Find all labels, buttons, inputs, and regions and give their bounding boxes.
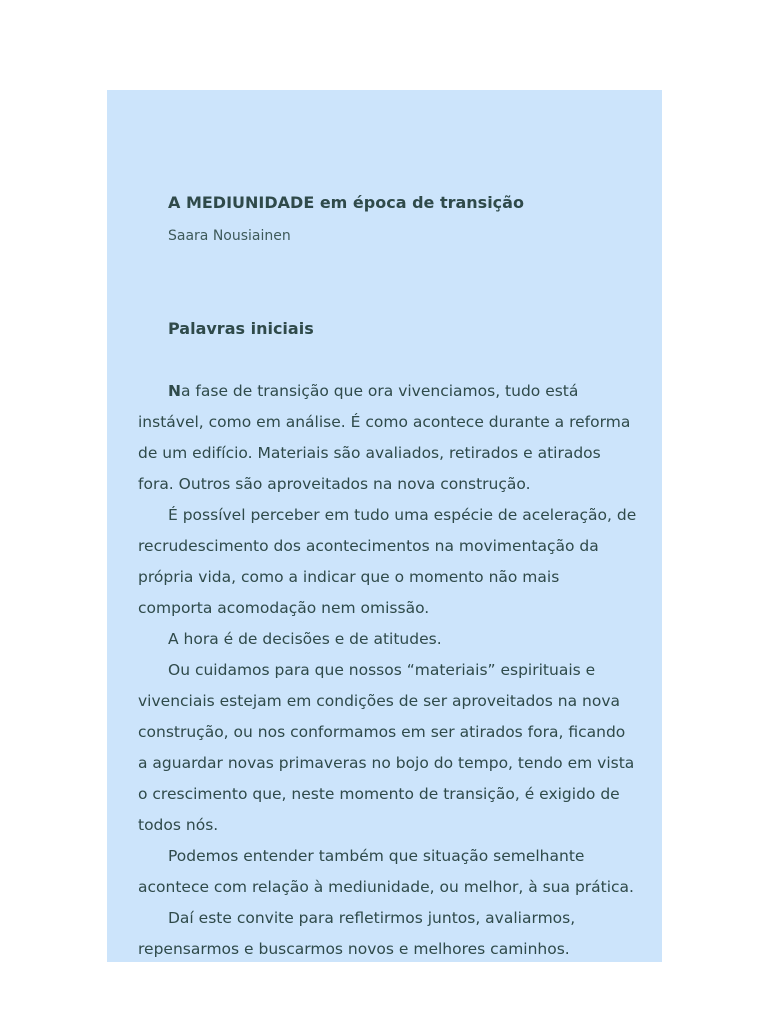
author-name: Saara Nousiainen xyxy=(168,228,291,244)
document-panel xyxy=(107,90,662,962)
initial-letter: N xyxy=(168,382,181,400)
body-text xyxy=(138,376,638,962)
paragraph-1-text: a fase de transição que ora vivenciamos, tudo está instável, como em análise. É como acontece durante a reforma de um edifício. Materiais são avaliados, retirados e atirados fora. Outros são aproveitados na nova construção. xyxy=(138,382,631,493)
document-title: A MEDIUNIDADE em época de transição xyxy=(168,193,524,212)
paragraph-3: A hora é de decisões e de atitudes. xyxy=(168,630,442,648)
paragraph-1 xyxy=(138,376,638,500)
paragraph-4: Ou cuidamos para que nossos “materiais” espirituais e vivenciais estejam em condições de ser aproveitados na nova construção, ou nos conformamos em ser atirados fora, ficando a aguardar novas primaveras no bojo do tempo, tendo em vista o crescimento que, neste momento de transição, é exigido de todos nós. xyxy=(138,661,635,834)
section-heading: Palavras iniciais xyxy=(168,319,314,338)
paragraph-6: Daí este convite para refletirmos juntos, avaliarmos, repensarmos e buscarmos novos e melhores caminhos. xyxy=(138,909,576,958)
paragraph-5: Podemos entender também que situação semelhante acontece com relação à mediunidade, ou melhor, à sua prática. xyxy=(138,847,634,896)
paragraph-2: É possível perceber em tudo uma espécie de aceleração, de recrudescimento dos acontecimentos na movimentação da própria vida, como a indicar que o momento não mais comporta acomodação nem omissão. xyxy=(138,506,637,617)
